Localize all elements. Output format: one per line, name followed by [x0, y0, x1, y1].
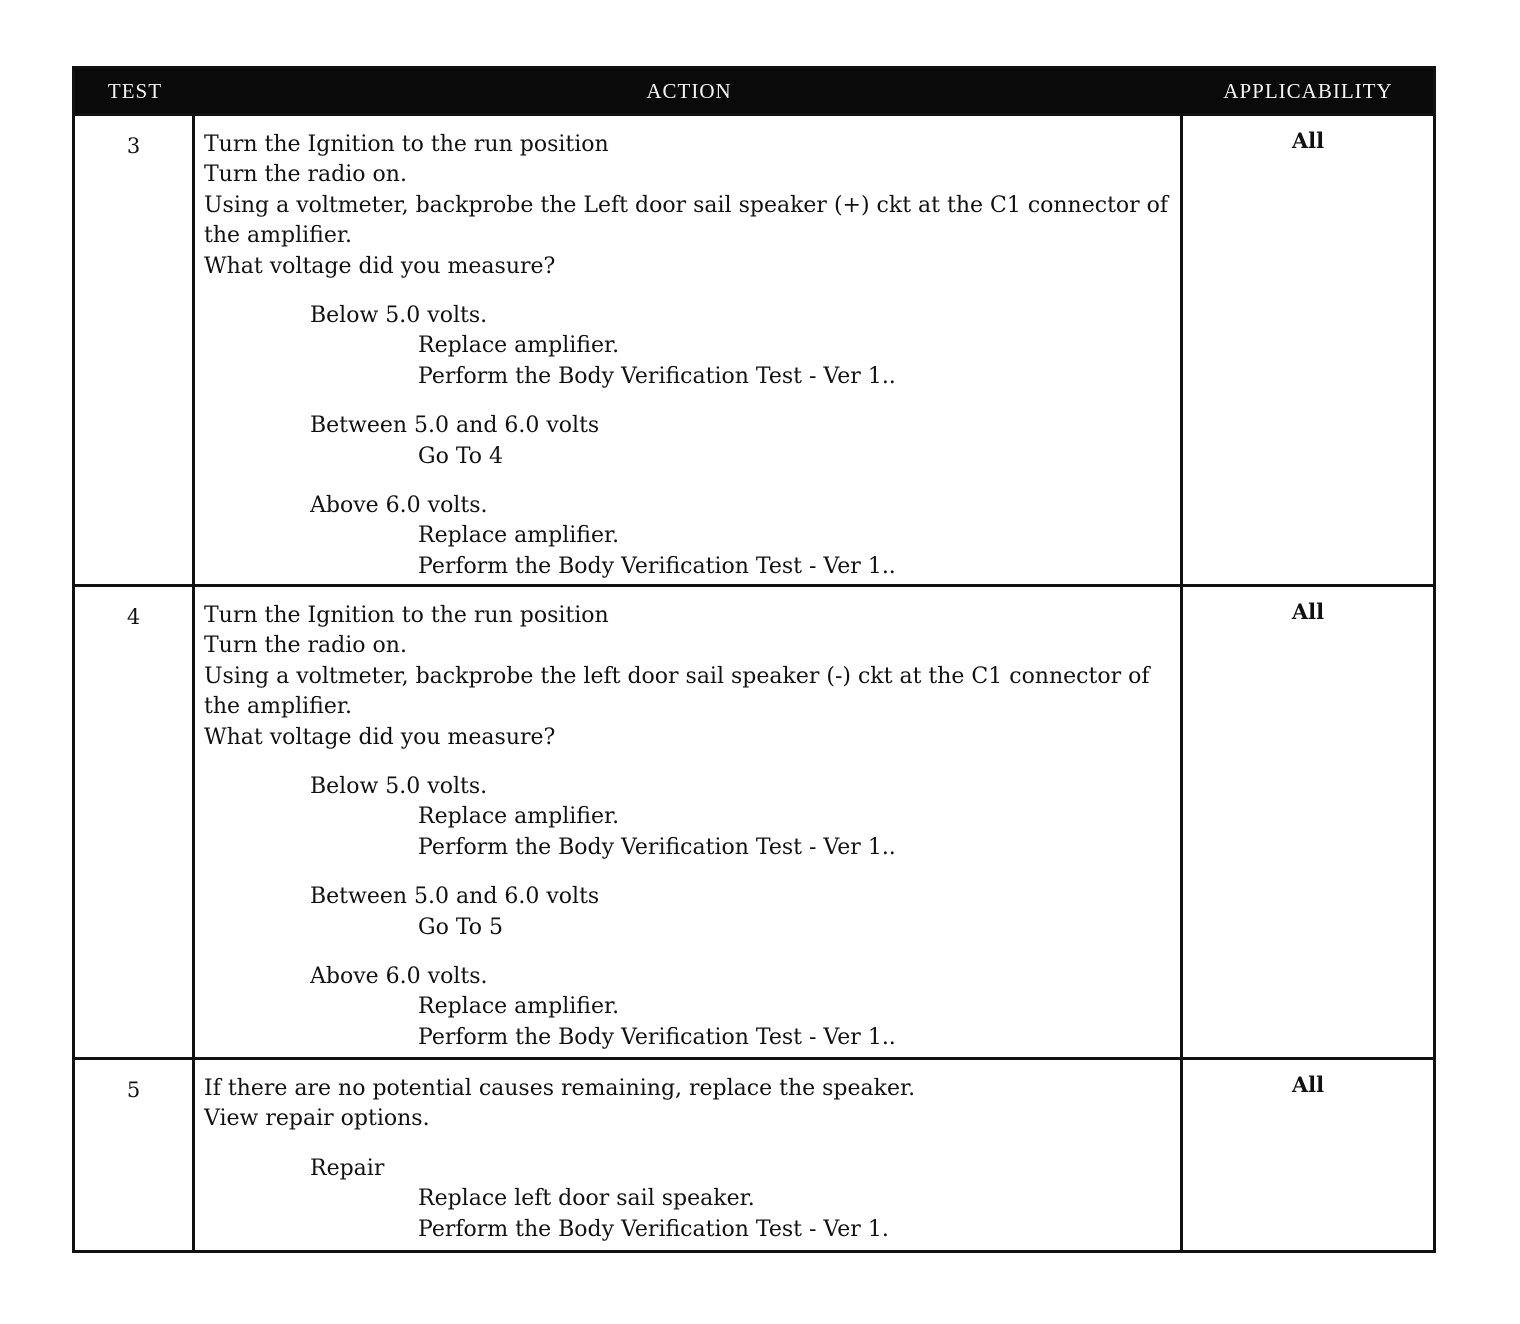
outcome-result: Perform the Body Verification Test - Ver 1..	[418, 553, 896, 579]
action-line: View repair options.	[204, 1106, 430, 1132]
action-line: Using a voltmeter, backprobe the left door sail speaker (-) ckt at the C1 connector of	[204, 663, 1150, 689]
action-line: Turn the radio on.	[204, 633, 407, 659]
table-header	[75, 69, 1433, 113]
outcome-group	[204, 882, 1180, 943]
test-number: 4	[75, 587, 195, 1057]
applicability-value: All	[1291, 128, 1325, 153]
outcome-condition: Repair	[310, 1155, 385, 1181]
outcome-result: Perform the Body Verification Test - Ver 1..	[418, 834, 896, 860]
outcome-condition: Above 6.0 volts.	[310, 964, 488, 990]
diagnostic-table	[72, 66, 1436, 1253]
test-number: 5	[75, 1060, 195, 1250]
outcome-result: Replace amplifier.	[418, 994, 620, 1020]
outcome-condition: Below 5.0 volts.	[310, 303, 488, 329]
outcome-group	[204, 1154, 1180, 1245]
action-line: Turn the radio on.	[204, 162, 407, 188]
outcome-group	[204, 411, 1180, 472]
outcome-group	[204, 491, 1180, 582]
action-line: If there are no potential causes remaining, replace the speaker.	[204, 1076, 916, 1101]
applicability-value: All	[1291, 599, 1325, 624]
action-line: What voltage did you measure?	[204, 253, 556, 279]
outcome-result: Perform the Body Verification Test - Ver 1..	[418, 1024, 896, 1050]
outcome-group	[204, 772, 1180, 863]
outcome-result: Perform the Body Verification Test - Ver 1..	[418, 363, 896, 389]
action-cell	[195, 1060, 1183, 1250]
action-cell	[195, 587, 1183, 1057]
test-number: 3	[75, 116, 195, 584]
outcome-condition: Below 5.0 volts.	[310, 774, 488, 800]
outcome-condition: Between 5.0 and 6.0 volts	[310, 884, 600, 910]
action-line: the amplifier.	[204, 223, 352, 249]
outcome-group	[204, 962, 1180, 1053]
table-row	[75, 113, 1433, 584]
table-row	[75, 584, 1433, 1057]
outcome-result: Replace amplifier.	[418, 804, 620, 830]
action-line: Using a voltmeter, backprobe the Left door sail speaker (+) ckt at the C1 connector of	[204, 192, 1169, 218]
outcome-result: Go To 5	[418, 914, 504, 940]
table-row	[75, 1057, 1433, 1250]
action-line: What voltage did you measure?	[204, 724, 556, 750]
header-applicability: APPLICABILITY	[1223, 78, 1393, 103]
action-line: the amplifier.	[204, 694, 352, 720]
action-line: Turn the Ignition to the run position	[204, 132, 609, 157]
outcome-result: Replace amplifier.	[418, 523, 620, 549]
outcome-condition: Between 5.0 and 6.0 volts	[310, 413, 600, 439]
outcome-result: Perform the Body Verification Test - Ver 1.	[418, 1216, 889, 1242]
outcome-result: Replace amplifier.	[418, 333, 620, 359]
applicability-value: All	[1291, 1072, 1325, 1097]
outcome-result: Go To 4	[418, 443, 504, 469]
outcome-result: Replace left door sail speaker.	[418, 1186, 755, 1212]
outcome-group	[204, 301, 1180, 392]
outcome-condition: Above 6.0 volts.	[310, 493, 488, 519]
action-line: Turn the Ignition to the run position	[204, 603, 609, 628]
header-test: TEST	[107, 78, 163, 103]
action-cell	[195, 116, 1183, 584]
header-action: ACTION	[646, 78, 732, 103]
